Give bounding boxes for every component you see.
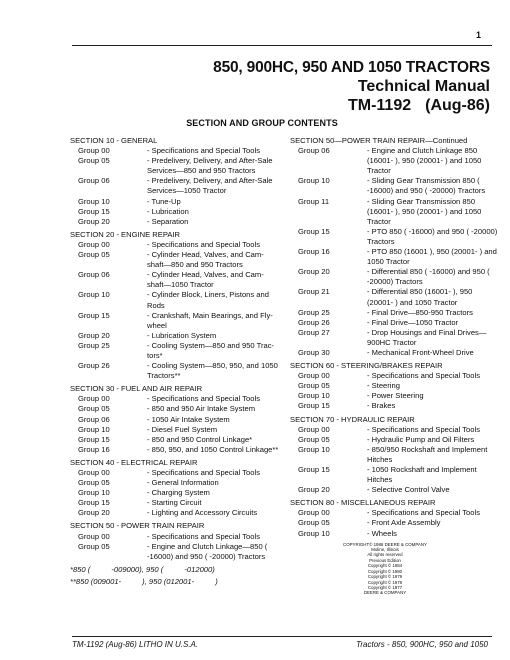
- group-label: Group 05: [78, 404, 110, 414]
- group-text: - Cooling System—850 and 950 Trac-tors*: [147, 340, 275, 360]
- group-label: Group 00: [78, 531, 110, 541]
- group-text: - Specifications and Special Tools: [147, 239, 260, 249]
- copyright-line: COPYRIGHT© 1986 DEERE & COMPANY: [343, 541, 427, 547]
- group-text: - 850 and 950 Control Linkage*: [147, 434, 253, 444]
- group-label: Group 10: [298, 444, 330, 454]
- copyright-line: Copyright © 1980: [367, 568, 403, 574]
- group-text: - Brakes: [367, 401, 396, 411]
- toc-section: [290, 136, 500, 358]
- group-text: - Wheels: [367, 528, 397, 538]
- group-label: Group 15: [298, 226, 330, 236]
- section-title: SECTION 60 - STEERING/BRAKES REPAIR: [290, 361, 443, 371]
- section-title: SECTION 40 - ELECTRICAL REPAIR: [70, 457, 198, 467]
- group-label: Group 06: [298, 146, 330, 156]
- group-entry: [70, 361, 280, 381]
- group-text: - Drop Housings and Final Drives—900HC Tractor: [367, 327, 487, 347]
- copyright-line: DEERE & COMPANY: [363, 590, 407, 596]
- footer-left: TM-1192 (Aug-86) LITHO IN U.S.A.: [72, 640, 199, 649]
- group-text: - Cylinder Head, Valves, and Cam-shaft—1050 Tractor: [147, 270, 264, 290]
- group-entry: [70, 435, 280, 445]
- section-title: SECTION 70 - HYDRAULIC REPAIR: [290, 414, 415, 424]
- group-text: - Mechanical Front-Wheel Drive: [367, 347, 474, 357]
- group-entry: [70, 404, 280, 414]
- group-entry: [290, 308, 500, 318]
- group-label: Group 00: [298, 371, 330, 381]
- group-label: Group 26: [298, 317, 330, 327]
- toc-section: [290, 415, 500, 496]
- group-label: Group 00: [298, 424, 330, 434]
- group-entry: [70, 311, 280, 331]
- group-entry: [290, 381, 500, 391]
- group-label: Group 15: [298, 465, 330, 474]
- section-title: SECTION 20 - ENGINE REPAIR: [70, 229, 180, 239]
- group-label: Group 15: [78, 206, 110, 216]
- group-text: - Cylinder Head, Valves, and Cam-shaft—850 and 950 Tractors: [147, 250, 264, 270]
- manual-subtitle: Technical Manual: [357, 78, 490, 95]
- group-entry: [70, 290, 280, 310]
- group-label: Group 10: [298, 391, 330, 401]
- group-label: Group 25: [298, 307, 330, 317]
- group-label: Group 25: [78, 340, 110, 350]
- group-entry: [70, 415, 280, 425]
- left-column: [70, 136, 280, 587]
- group-entry: [290, 401, 500, 411]
- group-label: Group 00: [78, 239, 110, 249]
- copyright-line: Copyright © 1977: [367, 584, 403, 590]
- group-text: - Front Axle Assembly: [367, 518, 441, 528]
- group-entry: [70, 425, 280, 435]
- group-entry: [70, 394, 280, 404]
- manual-number: TM-1192: [347, 97, 412, 114]
- group-label: Group 10: [78, 488, 110, 498]
- section-title: SECTION 50 - POWER TRAIN REPAIR: [70, 521, 205, 531]
- group-label: Group 05: [298, 434, 330, 444]
- group-entry: [70, 532, 280, 542]
- group-label: Group 20: [78, 508, 110, 518]
- group-text: - Predelivery, Delivery, and After-Sale Services—1050 Tractor: [147, 176, 273, 196]
- group-label: Group 06: [78, 270, 110, 280]
- copyright-line: Copyright © 1978: [367, 579, 403, 585]
- group-label: Group 05: [78, 478, 110, 488]
- group-label: Group 15: [78, 310, 110, 320]
- group-label: Group 21: [298, 287, 330, 297]
- group-entry: [290, 348, 500, 358]
- group-text: - Separation: [147, 216, 189, 226]
- section-title: SECTION 80 - MISCELLANEOUS REPAIR: [290, 498, 436, 508]
- group-text: - Differential 850 (16001- ), 950 (20001- ) and 1050 Tractor: [367, 287, 473, 307]
- group-label: Group 10: [78, 290, 110, 300]
- group-text: - Diesel Fuel System: [147, 424, 218, 434]
- group-entry: [290, 247, 500, 267]
- section-title: SECTION 50—POWER TRAIN REPAIR—Continued: [290, 136, 468, 145]
- group-entry: [70, 331, 280, 341]
- group-entry: [290, 425, 500, 435]
- group-text: - PTO 850 ( -16000) and 950 ( -20000) Tractors: [367, 226, 498, 246]
- group-text: - Power Steering: [367, 391, 424, 401]
- toc-section: [70, 230, 280, 381]
- copyright-line: All rights reserved: [367, 552, 403, 558]
- group-entry: [290, 267, 500, 287]
- group-text: - 850, 950, and 1050 Control Linkage**: [147, 444, 279, 454]
- group-label: Group 00: [298, 508, 330, 518]
- group-text: - 1050 Rockshaft and Implement Hitches: [367, 465, 477, 485]
- group-entry: [70, 270, 280, 290]
- group-entry: [290, 318, 500, 328]
- group-entry: [70, 217, 280, 227]
- group-text: - Selective Control Valve: [367, 485, 450, 495]
- group-entry: [290, 485, 500, 495]
- group-text: - Steering: [367, 381, 400, 391]
- group-entry: [290, 227, 500, 247]
- group-entry: [70, 542, 280, 562]
- group-entry: [70, 176, 280, 196]
- group-label: Group 05: [78, 541, 110, 551]
- copyright-notice: [290, 542, 500, 596]
- group-entry: [290, 445, 500, 465]
- copyright-line: Copyright © 1979: [367, 574, 403, 580]
- group-label: Group 11: [298, 196, 330, 206]
- group-text: - Tune-Up: [147, 196, 181, 206]
- group-label: Group 20: [298, 485, 330, 495]
- top-rule: [72, 45, 492, 46]
- group-entry: [70, 445, 280, 455]
- group-label: Group 06: [78, 176, 110, 186]
- group-label: Group 00: [78, 468, 110, 477]
- page-number: 1: [476, 30, 482, 40]
- toc-section: [70, 136, 280, 227]
- group-text: - Sliding Gear Transmission 850 ( -16000) and 950 ( -20000) Tractors: [367, 176, 486, 196]
- group-label: Group 26: [78, 361, 110, 371]
- group-entry: [290, 287, 500, 307]
- section-title: SECTION 10 - GENERAL: [70, 136, 158, 145]
- group-entry: [70, 468, 280, 478]
- group-text: - Crankshaft, Main Bearings, and Fly-wheel: [147, 310, 273, 330]
- group-text: - Charging System: [147, 488, 210, 498]
- group-text: - Engine and Clutch Linkage—850 ( -16000) and 950 ( -20000) Tractors: [147, 541, 268, 561]
- manual-title: 850, 900HC, 950 AND 1050 TRACTORS: [213, 59, 490, 76]
- group-entry: [70, 156, 280, 176]
- group-entry: [70, 197, 280, 207]
- right-column: [290, 136, 500, 596]
- manual-number-line: [213, 96, 490, 115]
- group-label: Group 05: [298, 381, 330, 391]
- group-entry: [70, 250, 280, 270]
- footnote-late-serials: **850 (009001- ), 950 (012001- ): [70, 576, 218, 586]
- group-entry: [70, 488, 280, 498]
- toc-section: [70, 384, 280, 455]
- group-text: - Final Drive—1050 Tractor: [367, 317, 459, 327]
- group-label: Group 15: [78, 498, 110, 508]
- group-text: - Cylinder Block, Liners, Pistons and Rods: [147, 290, 269, 310]
- group-label: Group 10: [78, 424, 110, 434]
- group-text: - 1050 Air Intake System: [147, 414, 230, 424]
- group-text: - Lighting and Accessory Circuits: [147, 508, 258, 518]
- title-block: [213, 58, 490, 115]
- group-label: Group 10: [298, 176, 330, 186]
- group-label: Group 10: [298, 528, 330, 538]
- group-entry: [70, 508, 280, 518]
- group-entry: [290, 371, 500, 381]
- toc-section: [290, 361, 500, 411]
- group-text: - 850/950 Rockshaft and Implement Hitches: [367, 444, 488, 464]
- bottom-rule: [72, 636, 492, 637]
- group-label: Group 05: [78, 156, 110, 166]
- group-text: - Specifications and Special Tools: [147, 468, 260, 477]
- group-entry: [70, 341, 280, 361]
- group-text: - Specifications and Special Tools: [147, 394, 260, 404]
- group-text: - Specifications and Special Tools: [367, 508, 480, 518]
- group-text: - Cooling System—850, 950, and 1050 Tractors**: [147, 361, 278, 381]
- group-label: Group 15: [298, 401, 330, 411]
- group-entry: [70, 146, 280, 156]
- group-entry: [290, 518, 500, 528]
- group-text: - Specifications and Special Tools: [147, 531, 260, 541]
- group-text: - Sliding Gear Transmission 850 (16001- ), 950 (20001- ) and 1050 Tractor: [367, 196, 482, 226]
- group-label: Group 06: [78, 414, 110, 424]
- copyright-line: Copyright © 1984: [367, 563, 403, 569]
- group-label: Group 16: [78, 444, 110, 454]
- section-title: SECTION 30 - FUEL AND AIR REPAIR: [70, 384, 203, 394]
- group-entry: [70, 498, 280, 508]
- copyright-line: Moline, Illinois: [371, 547, 399, 553]
- group-text: - Specifications and Special Tools: [147, 146, 260, 156]
- group-text: - PTO 850 (16001 ), 950 (20001- ) and 1050 Tractor: [367, 247, 497, 267]
- group-text: - Specifications and Special Tools: [367, 424, 480, 434]
- group-label: Group 05: [78, 250, 110, 260]
- group-label: Group 00: [78, 146, 110, 156]
- group-entry: [290, 529, 500, 539]
- group-entry: [290, 328, 500, 348]
- group-text: - Hydraulic Pump and Oil Filters: [367, 434, 475, 444]
- group-label: Group 20: [78, 330, 110, 340]
- group-label: Group 00: [78, 394, 110, 404]
- group-entry: [70, 240, 280, 250]
- group-text: - Lubrication System: [147, 330, 217, 340]
- group-label: Group 20: [78, 216, 110, 226]
- group-text: - Specifications and Special Tools: [367, 371, 480, 381]
- group-label: Group 20: [298, 267, 330, 277]
- group-entry: [290, 391, 500, 401]
- group-text: - General Information: [147, 478, 219, 488]
- group-label: Group 15: [78, 434, 110, 444]
- contents-heading: SECTION AND GROUP CONTENTS: [186, 118, 338, 128]
- group-text: - Predelivery, Delivery, and After-Sale Services—850 and 950 Tractors: [147, 156, 273, 176]
- group-label: Group 16: [298, 247, 330, 257]
- group-label: Group 30: [298, 347, 330, 357]
- group-text: - Starting Circuit: [147, 498, 202, 508]
- toc-section: [290, 498, 500, 538]
- manual-edition: (Aug-86): [425, 97, 490, 114]
- group-text: - Final Drive—850-950 Tractors: [367, 307, 473, 317]
- group-label: Group 27: [298, 327, 330, 337]
- group-label: Group 05: [298, 518, 330, 528]
- group-label: Group 10: [78, 196, 110, 206]
- group-text: - Differential 850 ( -16000) and 950 ( -20000) Tractors: [367, 267, 490, 287]
- group-text: - 850 and 950 Air Intake System: [147, 404, 256, 414]
- copyright-line: Previous Edition: [369, 557, 401, 563]
- group-entry: [70, 207, 280, 217]
- group-text: - Lubrication: [147, 206, 189, 216]
- group-entry: [290, 465, 500, 485]
- footnote-early-serials: *850 ( -009000), 950 ( -012000): [70, 564, 215, 574]
- footer-right: Tractors - 850, 900HC, 950 and 1050: [356, 640, 488, 649]
- group-text: - Engine and Clutch Linkage 850 (16001- ), 950 (20001- ) and 1050 Tractor: [367, 146, 482, 176]
- toc-section: [70, 521, 280, 561]
- group-entry: [290, 435, 500, 445]
- group-entry: [290, 508, 500, 518]
- group-entry: [290, 176, 500, 196]
- group-entry: [290, 146, 500, 176]
- group-entry: [290, 197, 500, 227]
- group-entry: [70, 478, 280, 488]
- toc-section: [70, 458, 280, 519]
